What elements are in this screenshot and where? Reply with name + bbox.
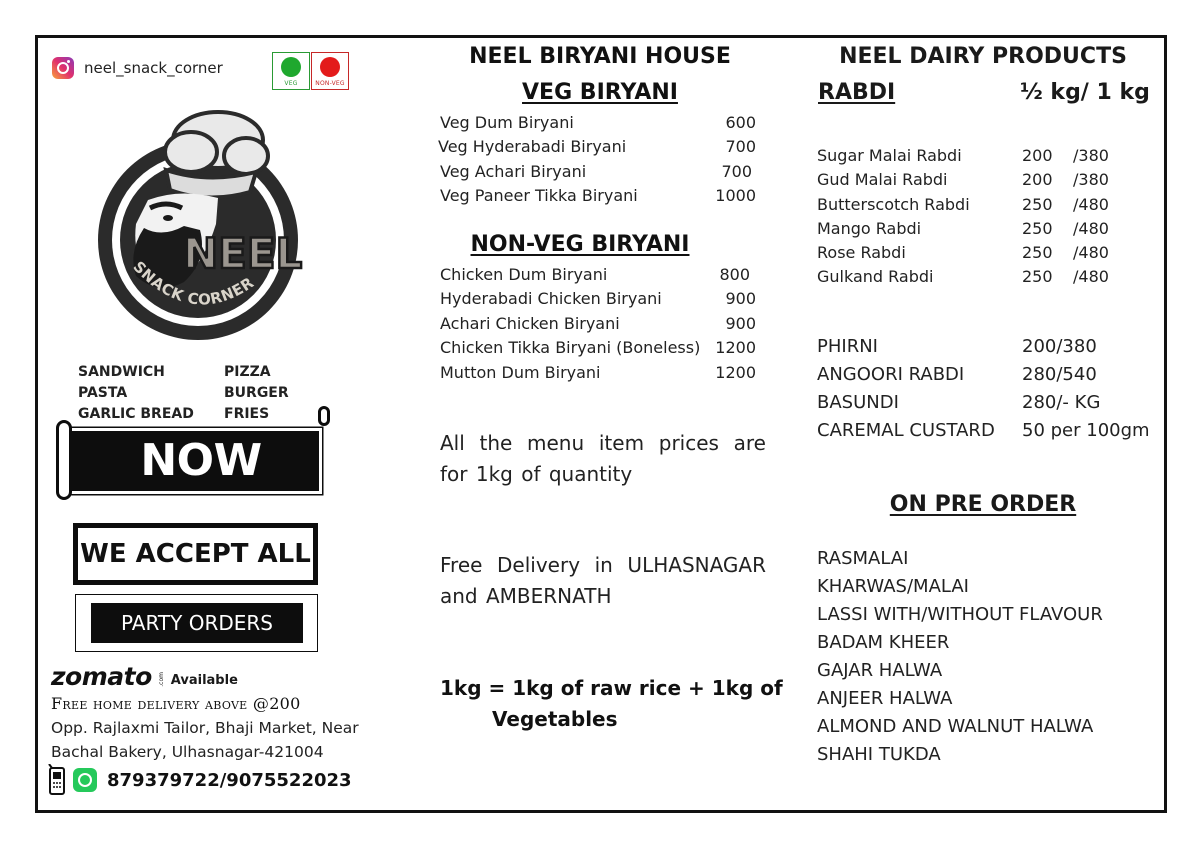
rabdi-item <box>817 219 1147 243</box>
rabdi-half-price: 250 <box>1022 194 1053 214</box>
nonveg-dot-icon <box>320 57 340 77</box>
menu-item-price: 1200 <box>715 338 756 358</box>
phone-numbers[interactable]: 879379722/9075522023 <box>107 769 352 791</box>
pre-order-item: KHARWAS/MALAI <box>817 576 969 597</box>
snack-row <box>78 383 289 404</box>
menu-item-name: Veg Paneer Tikka Biryani <box>440 186 638 206</box>
veg-mark <box>272 52 310 90</box>
menu-item <box>440 289 756 313</box>
rabdi-name: Sugar Malai Rabdi <box>817 146 962 165</box>
pre-order-item: SHAHI TUKDA <box>817 744 941 765</box>
pre-order-title: ON PRE ORDER <box>889 492 1077 517</box>
zomato-availability[interactable] <box>51 664 238 690</box>
menu-item-price: 1200 <box>715 362 756 382</box>
rabdi-item <box>817 170 1147 194</box>
pre-order-item: ANJEER HALWA <box>817 688 953 709</box>
nonveg-mark <box>311 52 349 90</box>
sweet-price: 280/540 <box>1022 364 1097 385</box>
veg-mark-label: VEG <box>284 80 298 87</box>
svg-text:SNACK CORNER: SNACK CORNER <box>129 257 258 309</box>
snack-item: PIZZA <box>224 364 271 380</box>
snack-row <box>78 362 289 383</box>
instagram-icon <box>52 57 74 79</box>
dairy-sweets-list <box>817 336 1157 448</box>
chef-hat-icon <box>165 112 268 198</box>
menu-item-price: 600 <box>725 113 756 132</box>
kg-note-line: 1kg = 1kg of raw rice + 1kg of <box>440 676 783 700</box>
price-quantity-note: All the menu item prices are for 1kg of quantity <box>440 431 766 486</box>
rabdi-name: Rose Rabdi <box>817 243 906 263</box>
menu-item <box>440 162 756 186</box>
snack-item: PASTA <box>78 385 128 401</box>
neel-chef-logo <box>88 100 328 345</box>
party-orders-box <box>75 594 318 652</box>
rabdi-half-price: 200 <box>1022 170 1053 190</box>
party-orders-label: PARTY ORDERS <box>91 603 303 643</box>
rabdi-list <box>817 146 1147 292</box>
sweet-name: PHIRNI <box>817 336 878 357</box>
rabdi-name: Gulkand Rabdi <box>817 267 934 287</box>
nonveg-biryani-title: NON-VEG BIRYANI <box>470 232 690 257</box>
sweet-name: ANGOORI RABDI <box>817 364 965 385</box>
sweet-price: 200/380 <box>1022 336 1097 357</box>
sweet-price: 50 per 100gm <box>1022 420 1150 441</box>
pre-order-item: GAJAR HALWA <box>817 660 943 681</box>
rabdi-half-price: 250 <box>1022 267 1053 287</box>
menu-item-name: Veg Hyderabadi Biryani <box>438 137 627 157</box>
rabdi-name: Mango Rabdi <box>817 218 922 238</box>
sweet-item <box>817 364 1157 392</box>
menu-item-name: Veg Dum Biryani <box>440 113 574 132</box>
mobile-phone-icon <box>45 764 67 796</box>
menu-item-name: Hyderabadi Chicken Biryani <box>440 289 662 309</box>
menu-item <box>440 363 756 387</box>
pre-order-list <box>817 545 1103 769</box>
rabdi-half-price: 250 <box>1022 218 1053 238</box>
sweet-name: CAREMAL CUSTARD <box>817 420 995 441</box>
sweet-price: 280/- KG <box>1022 392 1101 413</box>
free-delivery-note: Free Delivery in ULHASNAGAR and AMBERNATH <box>440 553 766 608</box>
rabdi-item <box>817 195 1147 219</box>
biryani-house-title: NEEL BIRYANI HOUSE <box>469 44 731 69</box>
free-home-delivery: Free home delivery above @200 <box>51 694 301 713</box>
rabdi-name: Gud Malai Rabdi <box>817 170 948 190</box>
menu-item-name: Mutton Dum Biryani <box>440 362 601 382</box>
rabdi-full-price: /380 <box>1073 170 1109 190</box>
snack-items <box>78 362 289 425</box>
contact-row[interactable] <box>45 764 352 796</box>
menu-item <box>440 113 756 137</box>
dairy-products-title: NEEL DAIRY PRODUCTS <box>839 44 1127 69</box>
nonveg-mark-label: NON-VEG <box>315 80 345 87</box>
menu-item-price: 900 <box>725 289 756 309</box>
pre-order-item: ALMOND AND WALNUT HALWA <box>817 716 1094 737</box>
menu-item-price: 700 <box>721 161 752 181</box>
menu-item <box>440 186 756 210</box>
menu-item-price: 700 <box>725 137 756 157</box>
rabdi-half-price: 200 <box>1022 146 1053 165</box>
scroll-curl-right <box>318 406 330 426</box>
nonveg-biryani-list <box>440 265 756 387</box>
instagram-handle: neel_snack_corner <box>84 59 223 77</box>
rabdi-full-price: /480 <box>1073 194 1109 214</box>
rabdi-name: Butterscotch Rabdi <box>817 194 970 214</box>
rabdi-title: RABDI <box>818 80 896 105</box>
scroll-curl-left <box>56 420 72 500</box>
snack-item: SANDWICH <box>78 364 165 380</box>
rabdi-full-price: /480 <box>1073 267 1109 287</box>
kg-note-line: Vegetables <box>492 707 618 731</box>
rabdi-full-price: /380 <box>1073 146 1109 165</box>
svg-text:NEEL: NEEL <box>183 229 303 278</box>
snack-item: BURGER <box>224 385 289 401</box>
pre-order-item: BADAM KHEER <box>817 632 950 653</box>
address <box>51 716 359 764</box>
menu-item <box>440 137 756 161</box>
now-open-text: NOW OPEN <box>133 435 269 540</box>
sweet-item <box>817 420 1157 448</box>
rabdi-item <box>817 146 1147 170</box>
menu-item-name: Chicken Dum Biryani <box>440 265 608 284</box>
veg-dot-icon <box>281 57 301 77</box>
rabdi-item <box>817 243 1147 267</box>
veg-biryani-title: VEG BIRYANI <box>522 80 678 105</box>
sweet-item <box>817 392 1157 420</box>
menu-item-price: 900 <box>725 313 756 333</box>
zomato-available-text: Available <box>170 673 238 688</box>
pre-order-item: RASMALAI <box>817 548 909 569</box>
rabdi-half-price: 250 <box>1022 243 1053 263</box>
we-accept-all-box: WE ACCEPT ALL <box>73 523 318 585</box>
rabdi-full-price: /480 <box>1073 218 1109 238</box>
menu-item <box>440 338 756 362</box>
menu-item-name: Veg Achari Biryani <box>440 161 587 181</box>
menu-item-name: Chicken Tikka Biryani (Boneless) <box>440 338 701 358</box>
rabdi-full-price: /480 <box>1073 243 1109 263</box>
menu-item-price: 1000 <box>715 186 756 206</box>
sweet-item <box>817 336 1157 364</box>
address-line: Bachal Bakery, Ulhasnagar-421004 <box>51 743 324 761</box>
rabdi-item <box>817 267 1147 291</box>
whatsapp-icon <box>73 768 97 792</box>
quantity-header: ½ kg/ 1 kg <box>1020 80 1150 105</box>
menu-item <box>440 314 756 338</box>
menu-item <box>440 265 756 289</box>
sweet-name: BASUNDI <box>817 392 899 413</box>
instagram-handle-row[interactable] <box>52 57 223 79</box>
zomato-logo: zomato <box>51 662 152 691</box>
snack-item: GARLIC BREAD <box>78 406 194 422</box>
now-open-banner <box>52 420 332 540</box>
address-line: Opp. Rajlaxmi Tailor, Bhaji Market, Near <box>51 719 359 737</box>
snack-item: FRIES <box>224 406 270 422</box>
menu-item-price: 800 <box>719 265 750 284</box>
zomato-com: .com <box>157 672 165 687</box>
veg-biryani-list <box>440 113 756 211</box>
menu-item-name: Achari Chicken Biryani <box>440 313 620 333</box>
kg-definition-note <box>440 673 783 735</box>
pre-order-item: LASSI WITH/WITHOUT FLAVOUR <box>817 604 1103 625</box>
